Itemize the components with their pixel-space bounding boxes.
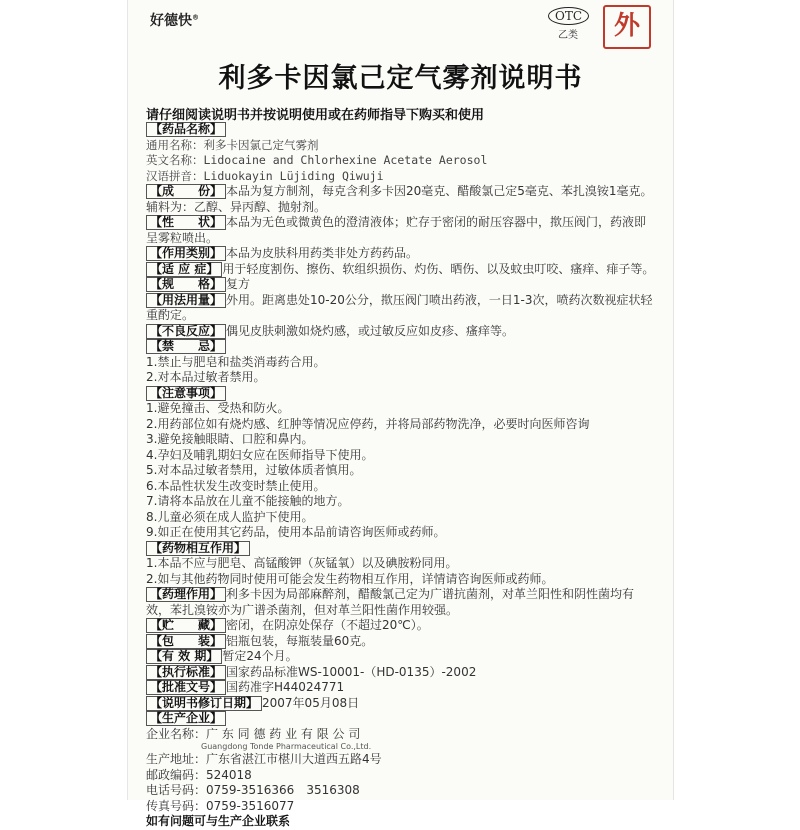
pinyin-name: 汉语拼音：Liduokayin Lüjiding Qiwuji bbox=[146, 168, 384, 183]
section-manufacturer-header: 【生产企业】 bbox=[146, 711, 226, 726]
list-item: 4.孕妇及哺乳期妇女应在医师指导下使用。 bbox=[146, 447, 374, 462]
list-item: 7.请将本品放在儿童不能接触的地方。 bbox=[146, 494, 350, 508]
contact-footer: 如有问题可与生产企业联系 bbox=[146, 814, 291, 828]
section-text: 密闭，在阴凉处保存（不超过20℃）。 bbox=[226, 618, 429, 632]
section-header: 【作用类别】 bbox=[146, 246, 226, 261]
english-name: 英文名称：Lidocaine and Chlorhexine Acetate Aerosol bbox=[146, 153, 488, 167]
section-header: 【执行标准】 bbox=[146, 665, 226, 680]
section-pharmacology bbox=[146, 587, 656, 618]
section-packaging bbox=[146, 634, 656, 650]
section-contraindications-header: 【禁 忌】 bbox=[146, 339, 226, 354]
section-text: 2007年05月08日 bbox=[262, 695, 360, 710]
section-header: 【成 份】 bbox=[146, 184, 226, 199]
section-text: 本品为复方制剂，每克含利多卡因20毫克、醋酸氯己定5毫克、苯扎溴铵1毫克。辅料为：乙醇、异丙醇、抛射剂。 bbox=[146, 184, 653, 214]
company-address: 生产地址：广东省湛江市椹川大道西五路4号 bbox=[146, 752, 382, 766]
otc-label: OTC bbox=[548, 7, 589, 25]
list-item: 2.如与其他药物同时使用可能会发生药物相互作用，详情请咨询医师或药师。 bbox=[146, 571, 554, 586]
section-precautions-header: 【注意事项】 bbox=[146, 386, 226, 401]
section-category bbox=[146, 246, 656, 262]
section-header: 【有 效 期】 bbox=[146, 649, 222, 664]
section-text: 本品为皮肤科用药类非处方药药品。 bbox=[226, 246, 419, 260]
list-item: 1.禁止与肥皂和盐类消毒药合用。 bbox=[146, 354, 326, 369]
section-interactions-header: 【药物相互作用】 bbox=[146, 541, 250, 556]
section-header: 【包 装】 bbox=[146, 634, 226, 649]
section-header: 【用法用量】 bbox=[146, 293, 226, 308]
section-storage bbox=[146, 618, 656, 634]
section-header: 【不良反应】 bbox=[146, 324, 226, 339]
list-item: 9.如正在使用其它药品，使用本品前请咨询医师或药师。 bbox=[146, 525, 446, 539]
list-item: 5.对本品过敏者禁用，过敏体质者慎用。 bbox=[146, 463, 362, 477]
section-ingredients bbox=[146, 184, 656, 215]
document-title: 利多卡因氯己定气雾剂说明书 bbox=[218, 63, 583, 94]
brand-name: 好德快 bbox=[150, 13, 192, 29]
section-text: 偶见皮肤刺激如烧灼感，或过敏反应如皮疹、瘙痒等。 bbox=[226, 323, 515, 338]
section-text: 暂定24个月。 bbox=[222, 649, 298, 663]
section-header: 【贮 藏】 bbox=[146, 618, 226, 633]
section-text: 本品为无色或微黄色的澄清液体；贮存于密闭的耐压容器中，揿压阀门，药液即呈雾粒喷出。 bbox=[146, 215, 647, 245]
section-text: 铝瓶包装，每瓶装量60克。 bbox=[226, 633, 374, 648]
brand-logo bbox=[150, 10, 199, 30]
list-item: 1.避免撞击、受热和防火。 bbox=[146, 401, 290, 415]
leaflet-sheet bbox=[127, 0, 674, 828]
usage-notice: 请仔细阅读说明书并按说明使用或在药师指导下购买和使用 bbox=[146, 108, 485, 123]
section-text: 利多卡因为局部麻醉剂，醋酸氯己定为广谱抗菌剂，对革兰阳性和阴性菌均有效，苯扎溴铵亦为广谱杀菌剂，但对革兰阳性菌作用较强。 bbox=[146, 587, 635, 617]
section-text: 国家药品标准WS-10001-（HD-0135）-2002 bbox=[226, 664, 477, 679]
company-fax: 传真号码：0759-3516077 bbox=[146, 798, 295, 813]
generic-name: 通用名称：利多卡因氯己定气雾剂 bbox=[146, 137, 319, 152]
section-header: 【批准文号】 bbox=[146, 680, 226, 695]
company-postcode: 邮政编码：524018 bbox=[146, 767, 252, 782]
section-text: 外用。距离患处10-20公分，揿压阀门喷出药液，一日1-3次，喷药次数视症状轻重酌定。 bbox=[146, 292, 653, 322]
section-drug-name-header: 【药品名称】 bbox=[146, 122, 226, 137]
company-name: 企业名称：广 东 同 德 药 业 有 限 公 司 bbox=[146, 726, 361, 741]
section-specification bbox=[146, 277, 656, 293]
section-header: 【规 格】 bbox=[146, 277, 226, 292]
company-name-en: Guangdong Tonde Pharmaceutical Co.,Ltd. bbox=[201, 742, 372, 751]
registered-mark: ® bbox=[192, 13, 199, 22]
list-item: 6.本品性状发生改变时禁止使用。 bbox=[146, 478, 326, 493]
section-dosage bbox=[146, 293, 656, 324]
section-indications bbox=[146, 262, 656, 278]
leaflet-body bbox=[146, 122, 656, 830]
section-adverse bbox=[146, 324, 656, 340]
section-text: 用于轻度割伤、擦伤、软组织损伤、灼伤、晒伤、以及蚊虫叮咬、瘙痒、痱子等。 bbox=[222, 261, 655, 276]
section-header: 【性 状】 bbox=[146, 215, 226, 230]
list-item: 2.对本品过敏者禁用。 bbox=[146, 370, 266, 384]
section-header: 【药理作用】 bbox=[146, 587, 226, 602]
section-appearance bbox=[146, 215, 656, 246]
otc-category: 乙类 bbox=[558, 30, 578, 41]
external-use-badge: 外 bbox=[603, 5, 651, 49]
section-header: 【说明书修订日期】 bbox=[146, 696, 262, 711]
section-standard bbox=[146, 665, 656, 681]
section-approval bbox=[146, 680, 656, 696]
company-phone: 电话号码：0759-3516366 3516308 bbox=[146, 783, 360, 797]
list-item: 1.本品不应与肥皂、高锰酸钾（灰锰氧）以及碘胺粉同用。 bbox=[146, 556, 458, 570]
section-text: 国药准字H44024771 bbox=[226, 680, 345, 694]
list-item: 3.避免接触眼睛、口腔和鼻内。 bbox=[146, 432, 314, 446]
section-header: 【适 应 症】 bbox=[146, 262, 222, 277]
otc-badge bbox=[548, 5, 588, 41]
list-item: 2.用药部位如有烧灼感、红肿等情况应停药，并将局部药物洗净，必要时向医师咨询 bbox=[146, 416, 590, 431]
section-text: 复方 bbox=[226, 277, 251, 291]
section-validity bbox=[146, 649, 656, 665]
list-item: 8.儿童必须在成人监护下使用。 bbox=[146, 509, 314, 524]
section-revised bbox=[146, 696, 656, 712]
